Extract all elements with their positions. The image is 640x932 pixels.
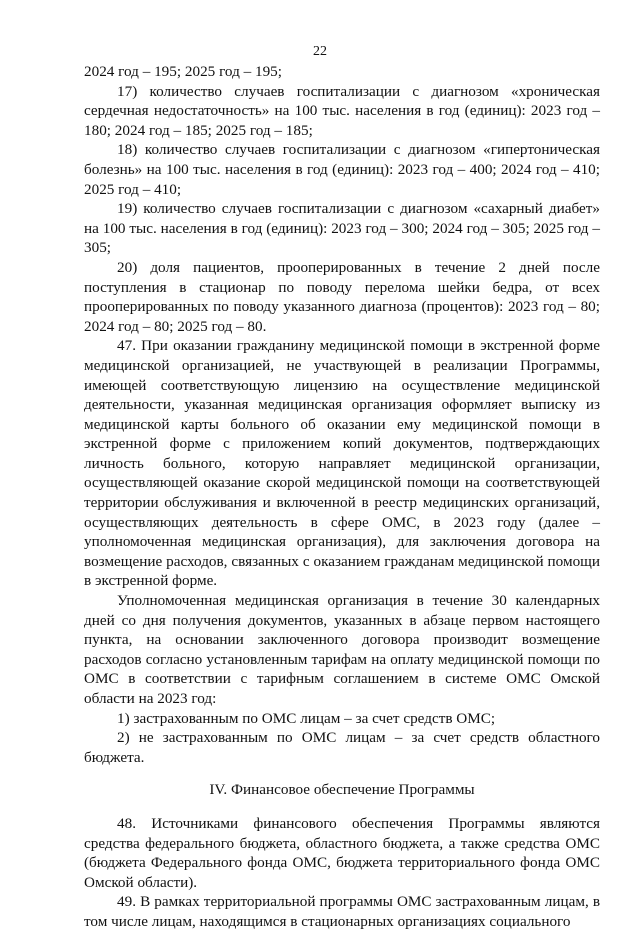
paragraph-item-20: 20) доля пациентов, прооперированных в течение 2 дней после поступления в стационар по поводу перелома шейки бедра, от всех прооперированных по поводу указанного диагноза (процентов): 2023 год – 80; 2024 год – 80; 2025 год – 80. [84,258,600,335]
paragraph-48: 48. Источниками финансового обеспечения Программы являются средства федерального бюджета, областного бюджета, а также средства ОМС (бюджета Федерального фонда ОМС, бюджета территориального фонда ОМС Омской области). [84,814,600,891]
paragraph-item-17: 17) количество случаев госпитализации с диагнозом «хроническая сердечная недостаточность» на 100 тыс. населения в год (единиц): 2023 год – 180; 2024 год – 185; 2025 год – 185; [84,82,600,139]
paragraph-item-1: 1) застрахованным по ОМС лицам – за счет средств ОМС; [117,709,496,727]
section-heading: IV. Финансовое обеспечение Программы [209,781,475,799]
page-body [84,62,600,932]
paragraph-item-18: 18) количество случаев госпитализации с диагнозом «гипертоническая болезнь» на 100 тыс. населения в год (единиц): 2023 год – 400; 2024 год – 410; 2025 год – 410; [84,141,600,198]
paragraph-item-19: 19) количество случаев госпитализации с диагнозом «сахарный диабет» на 100 тыс. населения в год (единиц): 2023 год – 300; 2024 год – 305; 2025 год – 305; [84,200,600,257]
page-number: 22 [313,44,327,59]
paragraph-authorized-org: Уполномоченная медицинская организация в течение 30 календарных дней со дня получения документов, указанных в абзаце первом настоящего пункта, на основании заключенного договора производит возмещение расходов согласно установленным тарифам на оплату медицинской помощи по ОМС в соответствии с тарифным соглашением в системе ОМС Омской области на 2023 год: [84,592,600,707]
paragraph-item-2: 2) не застрахованным по ОМС лицам – за счет средств областного бюджета. [84,729,600,766]
paragraph-49: 49. В рамках территориальной программы ОМС застрахованным лицам, в том числе лицам, находящимся в стационарных организациях социального [84,893,600,930]
paragraph-47: 47. При оказании гражданину медицинской помощи в экстренной форме медицинской организацией, не участвующей в реализации Программы, имеющей соответствующую лицензию на осуществление медицинской деятельности, указанная медицинская организация оформляет выписку из медицинской карты больного об оказании ему медицинской помощи в экстренной форме с приложением копий документов, подтверждающих личность больного, которую направляет медицинской организации, осуществляющей оказание скорой медицинской помощи на соответствующей территории обслуживания и включенной в реестр медицинских организаций, осуществляющих деятельность в сфере ОМС, в 2023 году (далее – уполномоченная медицинская организация), для заключения договора на возмещение расходов, связанных с оказанием гражданам медицинской помощи в экстренной форме. [84,337,600,590]
paragraph-continuation: 2024 год – 195; 2025 год – 195; [84,63,282,80]
